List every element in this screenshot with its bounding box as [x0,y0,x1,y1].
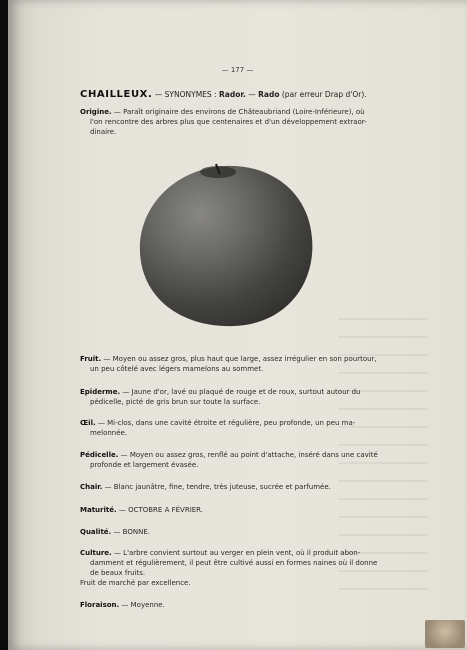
qualite-paragraph [80,527,385,537]
origin-text-3: dinaire. [90,128,117,136]
floraison-label: Floraison. [80,601,120,609]
synonym-note: (par erreur Drap d'Or). [281,90,367,99]
synonym-separator: — [248,90,256,99]
chair-paragraph [80,482,385,492]
pedicelle-paragraph [80,450,385,470]
origin-label: Origine. [80,108,112,116]
epiderme-text-1: — Jaune d'or, lavé ou plaqué de rouge et de roux, surtout autour du [120,388,361,396]
culture-text-2: damment et régulièrement, il peut être cultivé aussi en formes naines où il donne [90,559,378,567]
epiderme-text-2: pédicelle, picté de gris brun sur toute la surface. [90,398,261,406]
oeil-paragraph [80,418,385,438]
maturite-label: Maturité. [80,506,117,514]
pedicelle-text-1: — Moyen ou assez gros, renflé au point d'attache, inséré dans une cavité [118,451,378,459]
synonym-1: Rador. [218,90,246,99]
maturite-text: — OCTOBRE A FÉVRIER. [116,506,204,514]
culture-label: Culture. [80,549,112,557]
origin-text-2: l'on rencontre des arbres plus que centenaires et d'un développement extraor- [90,118,367,126]
page-number: — 177 — [221,66,254,74]
oeil-text-1: — Mi-clos, dans une cavité étroite et régulière, peu profonde, un peu ma- [95,419,356,427]
culture-text-3: de beaux fruits. [90,569,146,577]
epiderme-label: Epiderme. [80,388,121,396]
maturite-paragraph [80,505,385,515]
synonym-2: Rado [258,90,280,99]
oeil-text-2: melonnée. [90,429,128,437]
culture-paragraph [80,548,385,588]
chair-label: Chair. [80,483,103,491]
pedicelle-label: Pédicelle. [80,451,119,459]
epiderme-paragraph [80,387,385,407]
synonyms-label: — SYNONYMES : [154,90,217,99]
culture-text-4: Fruit de marché par excellence. [80,579,191,587]
qualite-text: — BONNE. [111,528,150,536]
corner-thumbnail-image [425,620,465,648]
pedicelle-text-2: profonde et largement évasée. [90,461,199,469]
variety-name: CHAILLEUX. [80,89,153,100]
qualite-label: Qualité. [80,528,112,536]
book-page [8,0,467,650]
floraison-text: — Moyenne. [119,601,165,609]
origin-text-1: — Paraît originaire des environs de Châteaubriand (Loire-Inférieure), où [113,108,365,116]
floraison-paragraph [80,600,385,610]
culture-text-1: — L'arbre convient surtout au verger en plein vent, où il produit abon- [111,549,361,557]
fruit-label: Fruit. [80,355,102,363]
fruit-paragraph [80,354,385,374]
origin-paragraph [80,107,385,137]
fruit-text-2: un peu côtelé avec légers mamelons au sommet. [90,365,264,373]
apple-photograph [136,160,316,330]
fruit-text-1: — Moyen ou assez gros, plus haut que large, assez irrégulier en son pourtour, [101,355,377,363]
variety-heading [80,89,440,100]
oeil-label: Œil. [80,419,96,427]
chair-text: — Blanc jaunâtre, fine, tendre, très juteuse, sucrée et parfumée. [102,483,331,491]
